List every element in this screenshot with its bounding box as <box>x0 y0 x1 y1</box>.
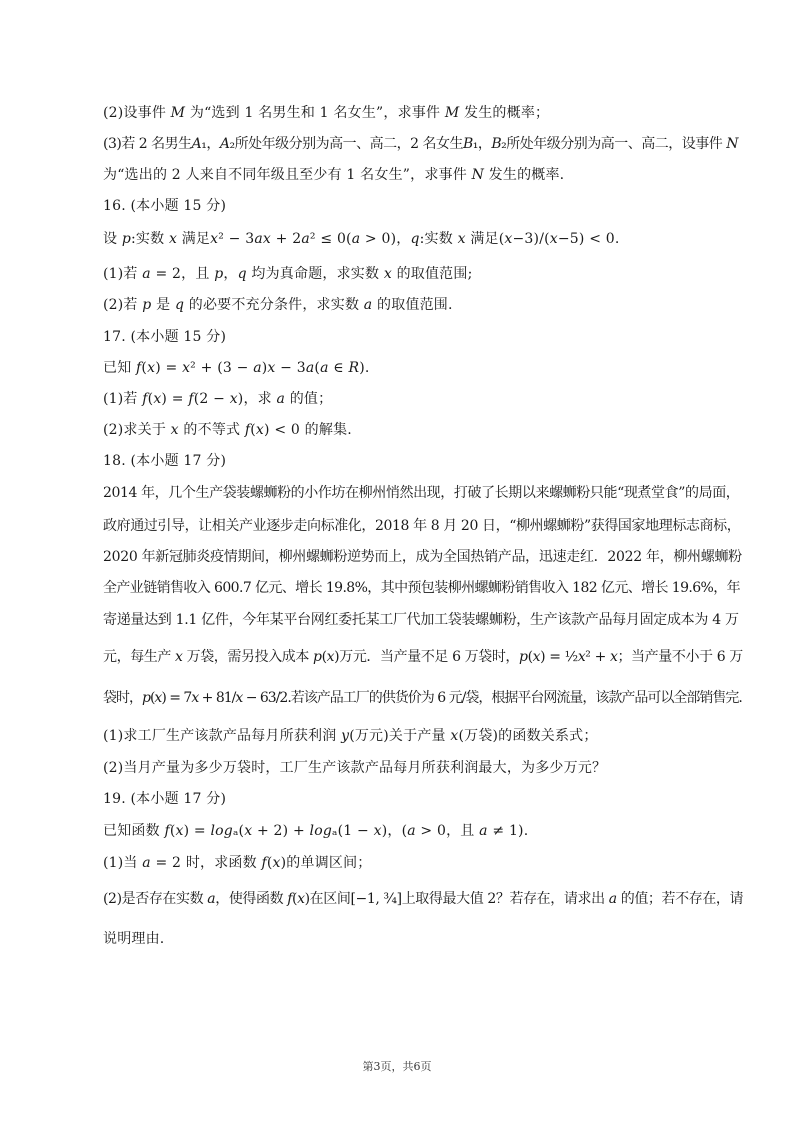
text-line: (1)若 𝑎 = 2，且 𝑝，𝑞 均为真命题，求实数 𝑥 的取值范围; <box>103 266 473 282</box>
question-heading-18: 18. (本小题 17 分) <box>103 453 227 469</box>
question-heading-16: 16. (本小题 15 分) <box>103 198 227 214</box>
page-footer: 第3页，共6页 <box>362 1060 432 1073</box>
text-line: (2)设事件 𝑀 为“选到 1 名男生和 1 名女生”，求事件 𝑀 发生的概率； <box>103 105 550 121</box>
text-line: 设 𝑝:实数 𝑥 满足𝑥² − 3𝑎𝑥 + 2𝑎² ≤ 0(𝑎 > 0)，𝑞:实数 𝑥 满足(𝑥−3)/(𝑥−5) < 0. <box>103 231 620 247</box>
text-line: (1)若 𝑓(𝑥) = 𝑓(2 − 𝑥)，求 𝑎 的值； <box>103 391 333 407</box>
text-line: (1)求工厂生产该款产品每月所获利润 𝑦(万元)关于产量 𝑥(万袋)的函数关系式； <box>103 728 598 744</box>
text-line: (3)若 2 名男生𝐴₁，𝐴₂所处年级分别为高一、高二，2 名女生𝐵₁，𝐵₂所处年级分别为高一、高二，设事件 𝑁 <box>103 136 738 152</box>
text-line: 全产业链销售收入 600.7 亿元、增长 19.8%，其中预包装柳州螺蛳粉销售收入 182 亿元、增长 19.6%，年 <box>103 580 741 596</box>
text-line: 袋时，𝑝(𝑥) = 7𝑥 + 81/𝑥 − 63/2.若该产品工厂的供货价为 6 元/袋，根据平台网流量，该款产品可以全部销售完. <box>103 690 742 706</box>
text-line: 2020 年新冠肺炎疫情期间，柳州螺蛳粉逆势而上，成为全国热销产品，迅速走红．2022 年，柳州螺蛳粉 <box>103 549 742 565</box>
text-line: (2)若 𝑝 是 𝑞 的必要不充分条件，求实数 𝑎 的取值范围. <box>103 297 453 313</box>
text-line: 为“选出的 2 人来自不同年级且至少有 1 名女生”，求事件 𝑁 发生的概率. <box>103 167 565 183</box>
text-line: 已知函数 𝑓(𝑥) = 𝑙𝑜𝑔ₐ(𝑥 + 2) + 𝑙𝑜𝑔ₐ(1 − 𝑥)，(𝑎 > 0，且 𝑎 ≠ 1). <box>103 823 529 839</box>
question-heading-17: 17. (本小题 15 分) <box>103 329 227 345</box>
text-line: (2)求关于 𝑥 的不等式 𝑓(𝑥) < 0 的解集. <box>103 422 352 438</box>
text-line: (2)是否存在实数 𝑎，使得函数 𝑓(𝑥)在区间[−1, ¾]上取得最大值 2？若存在，请求出 𝑎 的值；若不存在，请 <box>103 891 744 907</box>
text-line: (2)当月产量为多少万袋时，工厂生产该款产品每月所获利润最大，为多少万元？ <box>103 760 607 776</box>
text-line: 元，每生产 𝑥 万袋，需另投入成本 𝑝(𝑥)万元．当产量不足 6 万袋时，𝑝(𝑥) = ½𝑥² + 𝑥；当产量不小于 6 万 <box>103 649 743 665</box>
text-line: 寄递量达到 1.1 亿件，今年某平台网红委托某工厂代加工袋装螺蛳粉，生产该款产品每月固定成本为 4 万 <box>103 612 739 628</box>
text-line: 已知 𝑓(𝑥) = 𝑥² + (3 − 𝑎)𝑥 − 3𝑎(𝑎 ∈ 𝑅). <box>103 360 370 376</box>
text-line: (1)当 𝑎 = 2 时，求函数 𝑓(𝑥)的单调区间； <box>103 855 372 871</box>
text-line: 说明理由. <box>103 931 165 947</box>
text-line: 政府通过引导，让相关产业逐步走向标准化，2018 年 8 月 20 日，“柳州螺蛳粉”获得国家地理标志商标， <box>103 518 741 534</box>
question-heading-19: 19. (本小题 17 分) <box>103 791 227 807</box>
text-line: 2014 年，几个生产袋装螺蛳粉的小作坊在柳州悄然出现，打破了长期以来螺蛳粉只能“现煮堂食”的局面， <box>103 485 740 501</box>
